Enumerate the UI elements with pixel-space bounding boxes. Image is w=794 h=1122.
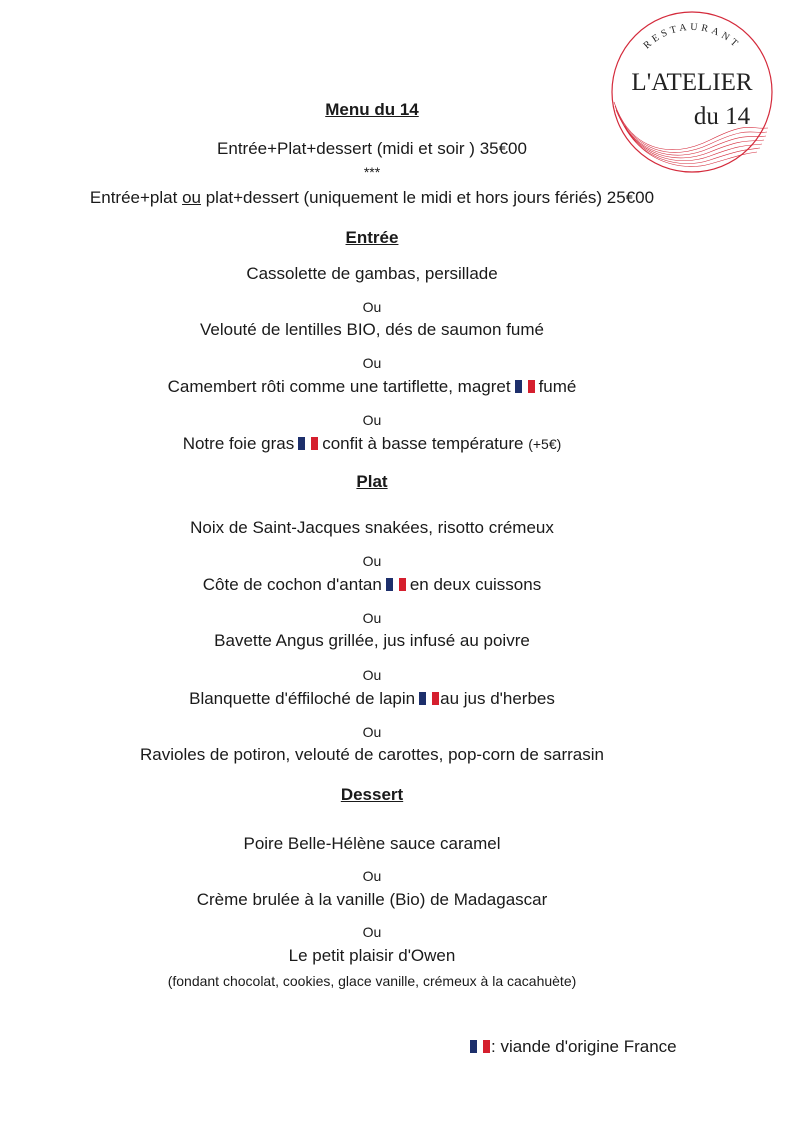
- section-title-dessert: Dessert: [340, 785, 404, 804]
- french-flag-icon: [515, 380, 535, 393]
- french-flag-icon: [419, 692, 439, 705]
- dessert-item: Crème brulée à la vanille (Bio) de Madagascar: [196, 890, 548, 909]
- plat-item: Côte de cochon d'antan en deux cuissons: [202, 575, 542, 594]
- french-flag-icon: [470, 1040, 490, 1053]
- separator: ***: [363, 164, 381, 180]
- dessert-item-note: (fondant chocolat, cookies, glace vanille, crémeux à la cacahuète): [167, 973, 577, 989]
- formula-full: Entrée+Plat+dessert (midi et soir ) 35€00: [217, 139, 527, 158]
- entree-item: Cassolette de gambas, persillade: [246, 264, 498, 283]
- or-separator: Ou: [362, 724, 382, 740]
- flag-legend: : viande d'origine France: [470, 1038, 677, 1055]
- or-separator: Ou: [362, 868, 382, 884]
- section-title-plat: Plat: [356, 472, 388, 491]
- or-separator: Ou: [362, 412, 382, 428]
- menu-title: Menu du 14: [325, 100, 419, 119]
- plat-item: Blanquette d'éffiloché de lapin au jus d'herbes: [189, 689, 555, 708]
- or-separator: Ou: [362, 610, 382, 626]
- plat-item: Bavette Angus grillée, jus infusé au poivre: [214, 631, 530, 650]
- entree-item: Camembert rôti comme une tartiflette, magret fumé: [167, 377, 577, 396]
- french-flag-icon: [386, 578, 406, 591]
- or-separator: Ou: [362, 355, 382, 371]
- french-flag-icon: [298, 437, 318, 450]
- entree-item: Notre foie gras confit à basse température (+5€): [182, 434, 562, 453]
- plat-item: Noix de Saint-Jacques snakées, risotto crémeux: [190, 518, 554, 537]
- formula-lunch: Entrée+plat ou plat+dessert (uniquement le midi et hors jours fériés) 25€00: [89, 188, 655, 207]
- logo-suffix: du 14: [693, 103, 751, 130]
- section-title-entree: Entrée: [345, 228, 399, 247]
- or-separator: Ou: [362, 667, 382, 683]
- dessert-item: Poire Belle-Hélène sauce caramel: [243, 834, 501, 853]
- or-separator: Ou: [362, 299, 382, 315]
- entree-item: Velouté de lentilles BIO, dés de saumon fumé: [200, 320, 544, 339]
- price-supplement: (+5€): [528, 436, 562, 452]
- or-separator: Ou: [362, 924, 382, 940]
- logo-name: L'ATELIER: [631, 69, 753, 96]
- dessert-item: Le petit plaisir d'Owen: [288, 946, 456, 965]
- plat-item: Ravioles de potiron, velouté de carottes, pop-corn de sarrasin: [140, 745, 604, 764]
- logo-arc-text: RESTAURANT: [641, 21, 743, 52]
- or-separator: Ou: [362, 553, 382, 569]
- or-underlined: ou: [182, 188, 201, 207]
